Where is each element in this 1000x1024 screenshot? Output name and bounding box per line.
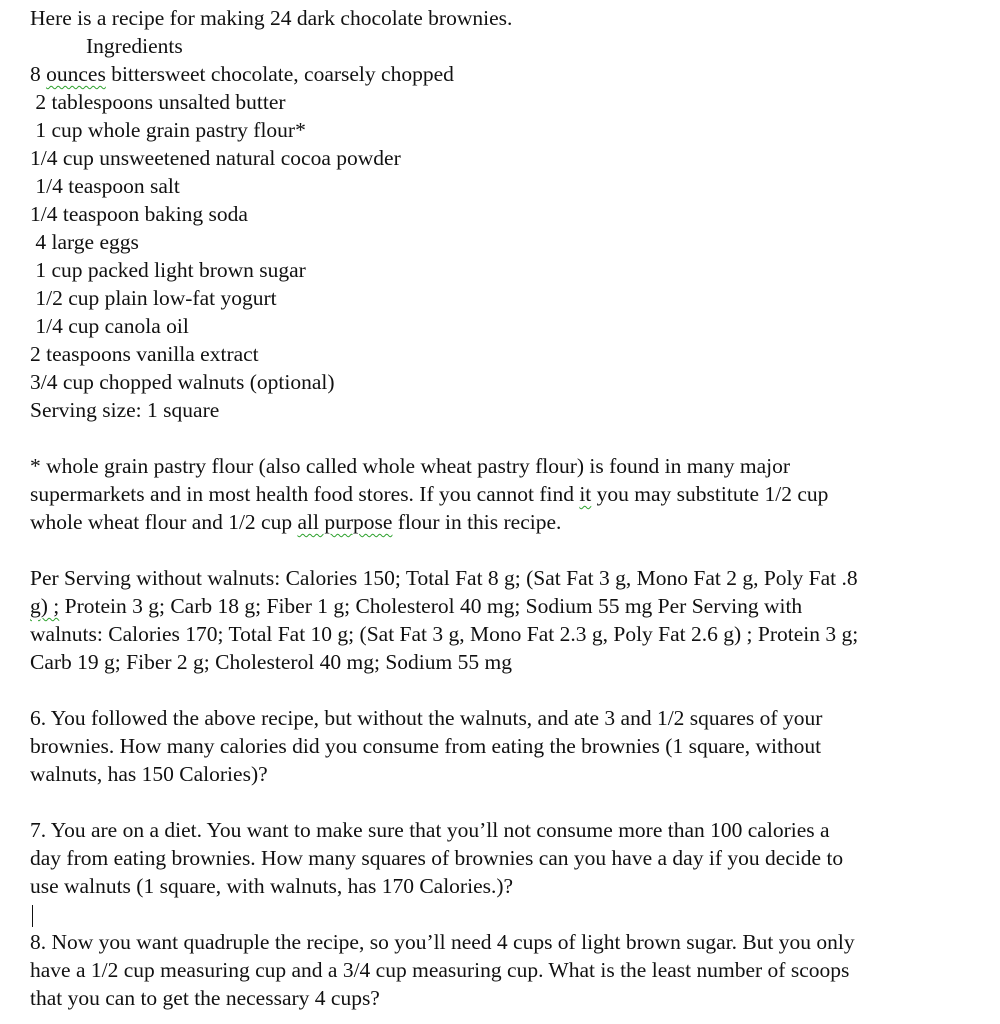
question-7-line: 7. You are on a diet. You want to make sure that you’ll not consume more than 100 calories a: [30, 818, 830, 842]
text: 8: [30, 62, 47, 86]
ingredient-line: 1/4 cup unsweetened natural cocoa powder: [30, 146, 401, 170]
nutrition-line: Per Serving without walnuts: Calories 150; Total Fat 8 g; (Sat Fat 3 g, Mono Fat 2 g, Poly Fat .8: [30, 566, 858, 590]
text: Protein 3 g; Carb 18 g; Fiber 1 g; Cholesterol 40 mg; Sodium 55 mg Per Serving with: [59, 594, 803, 618]
serving-size-line: Serving size: 1 square: [30, 398, 220, 422]
blank-line: [30, 424, 990, 452]
document-body[interactable]: [30, 4, 990, 1012]
question-6-line: 6. You followed the above recipe, but without the walnuts, and ate 3 and 1/2 squares of your: [30, 706, 823, 730]
ingredient-line: 2 teaspoons vanilla extract: [30, 342, 259, 366]
text-cursor: [32, 905, 33, 927]
text: you may substitute 1/2 cup: [591, 482, 829, 506]
ingredients-heading: Ingredients: [86, 34, 183, 58]
blank-line: [30, 676, 990, 704]
question-6-line: brownies. How many calories did you consume from eating the brownies (1 square, without: [30, 734, 822, 758]
ingredient-line: [30, 60, 990, 88]
footnote-line: [30, 508, 990, 536]
ingredient-line: 4 large eggs: [30, 230, 139, 254]
ingredient-line: 1/4 cup canola oil: [30, 314, 189, 338]
question-7-line: day from eating brownies. How many squares of brownies can you have a day if you decide to: [30, 846, 844, 870]
spellcheck-word[interactable]: g) ;: [30, 594, 60, 618]
blank-line: [30, 536, 990, 564]
ingredient-line: 1/4 teaspoon salt: [30, 174, 180, 198]
question-6-line: walnuts, has 150 Calories)?: [30, 762, 268, 786]
text: supermarkets and in most health food stores. If you cannot find: [30, 482, 580, 506]
footnote-line: * whole grain pastry flour (also called whole wheat pastry flour) is found in many major: [30, 454, 791, 478]
question-7-line: use walnuts (1 square, with walnuts, has 170 Calories.)?: [30, 874, 514, 898]
ingredient-line: 3/4 cup chopped walnuts (optional): [30, 370, 335, 394]
text: whole wheat flour and 1/2 cup: [30, 510, 298, 534]
ingredient-line: 1/2 cup plain low-fat yogurt: [30, 286, 277, 310]
footnote-line: [30, 480, 990, 508]
ingredient-line: 1/4 teaspoon baking soda: [30, 202, 248, 226]
nutrition-line: [30, 592, 990, 620]
question-8-line: have a 1/2 cup measuring cup and a 3/4 cup measuring cup. What is the least number of scoops: [30, 958, 850, 982]
question-8-line: that you can to get the necessary 4 cups?: [30, 986, 380, 1010]
blank-line: [30, 788, 990, 816]
ingredient-line: 2 tablespoons unsalted butter: [30, 90, 286, 114]
ingredient-line: 1 cup whole grain pastry flour*: [30, 118, 306, 142]
text-cursor-line[interactable]: [30, 900, 990, 928]
spellcheck-word[interactable]: it: [579, 482, 592, 506]
nutrition-line: Carb 19 g; Fiber 2 g; Cholesterol 40 mg; Sodium 55 mg: [30, 650, 512, 674]
nutrition-line: walnuts: Calories 170; Total Fat 10 g; (Sat Fat 3 g, Mono Fat 2.3 g, Poly Fat 2.6 g) ; Protein 3 g;: [30, 622, 859, 646]
text: bittersweet chocolate, coarsely chopped: [105, 62, 454, 86]
text: flour in this recipe.: [392, 510, 562, 534]
ingredient-line: 1 cup packed light brown sugar: [30, 258, 306, 282]
intro-line: Here is a recipe for making 24 dark chocolate brownies.: [30, 6, 513, 30]
question-8-line: 8. Now you want quadruple the recipe, so you’ll need 4 cups of light brown sugar. But you only: [30, 930, 855, 954]
spellcheck-word[interactable]: all purpose: [297, 510, 393, 534]
spellcheck-word[interactable]: ounces: [46, 62, 106, 86]
